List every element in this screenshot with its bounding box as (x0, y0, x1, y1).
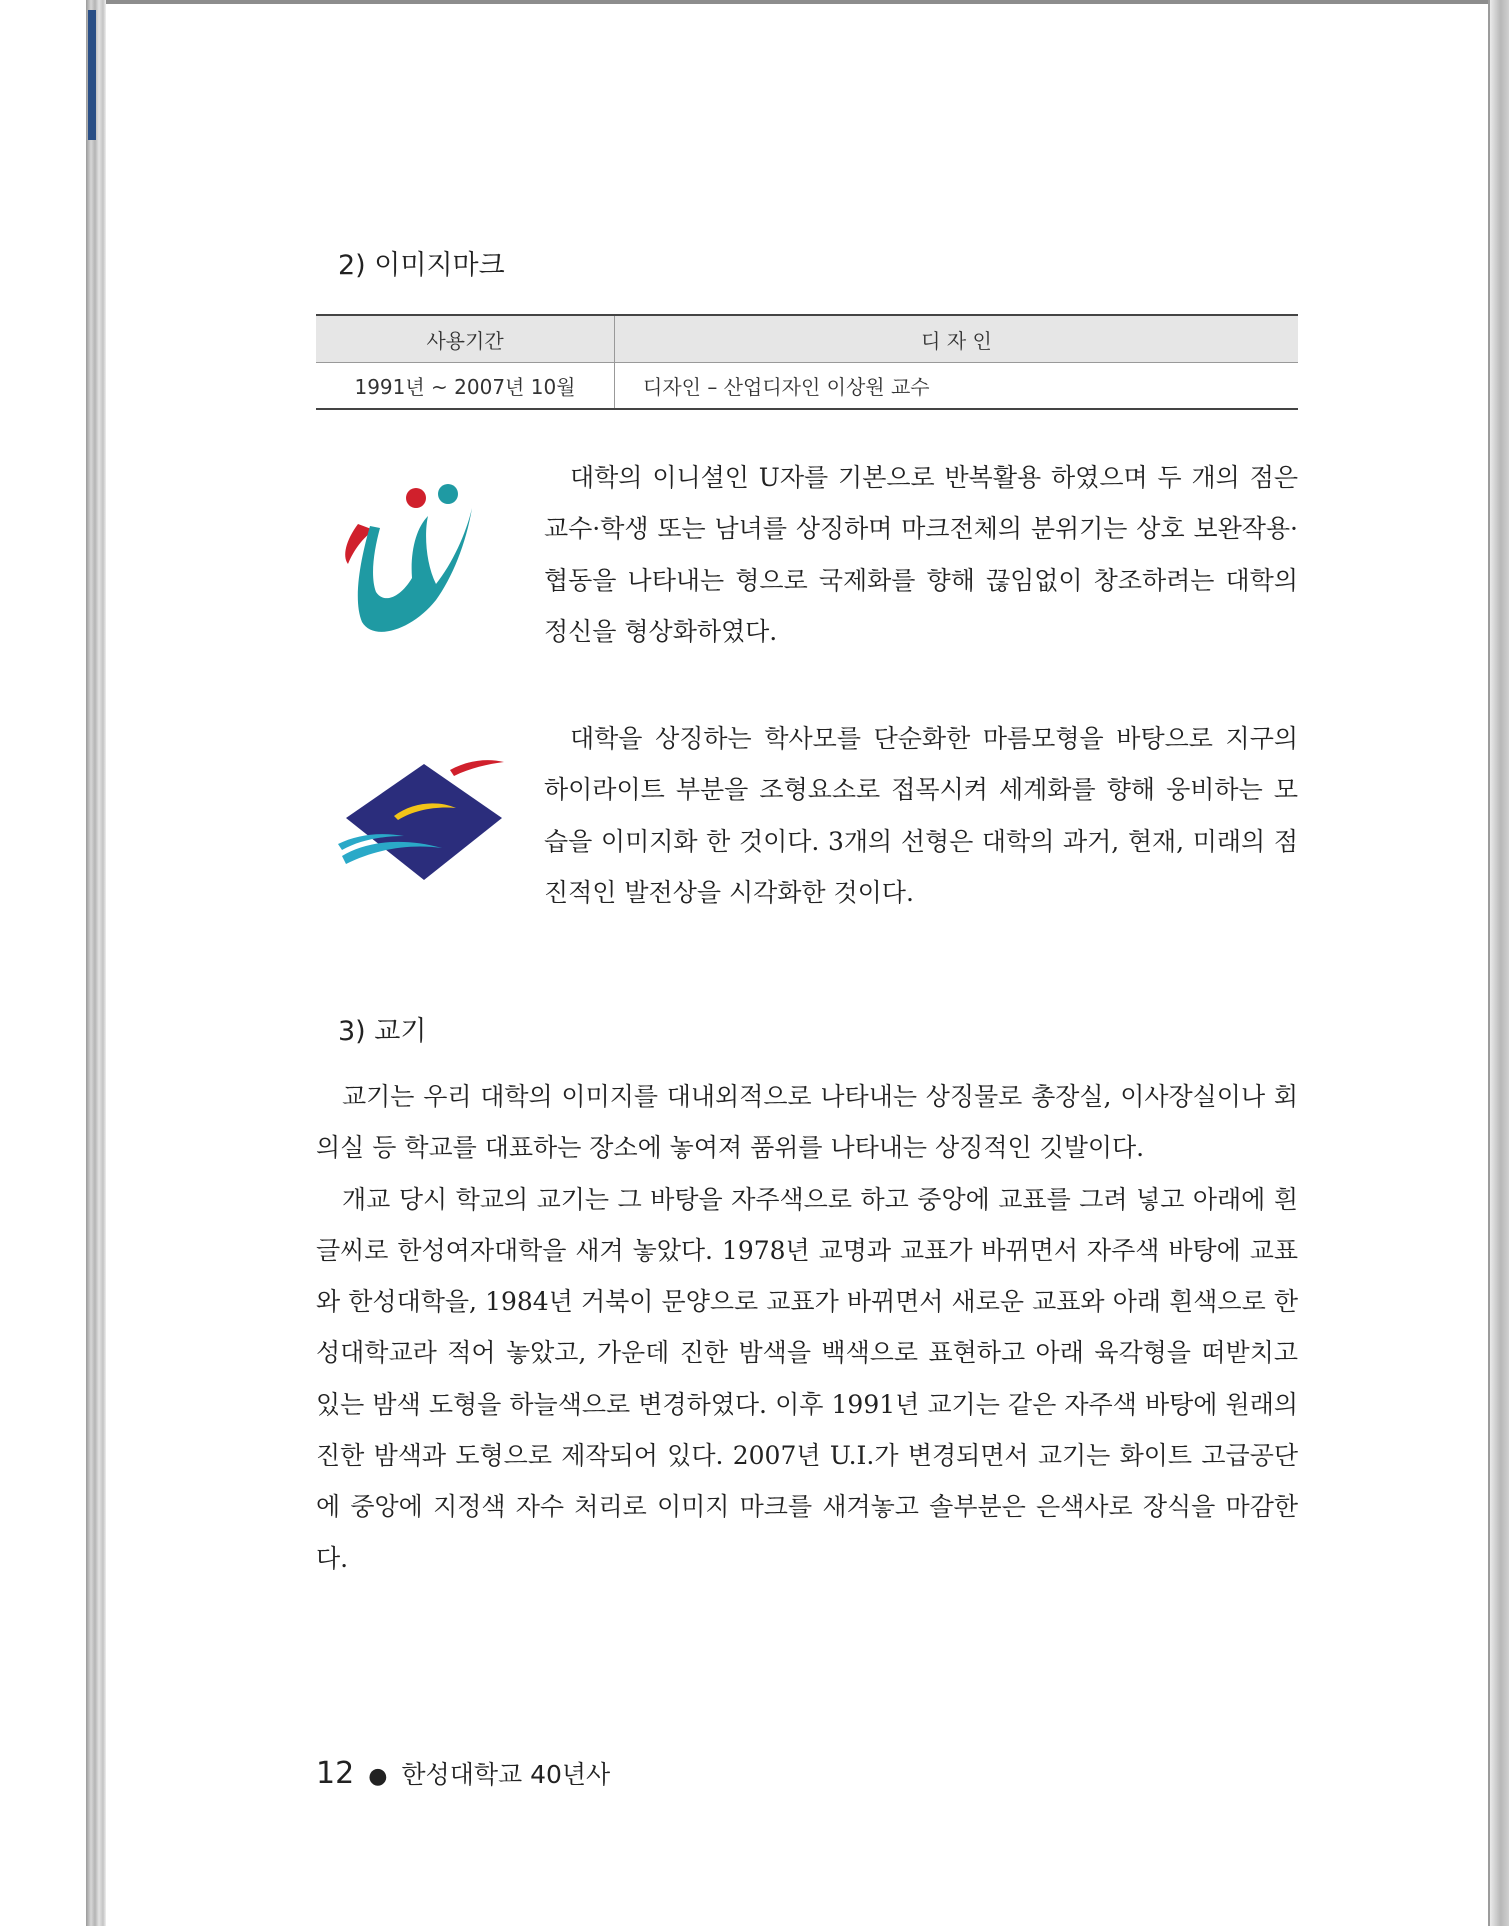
diamond-image-mark-logo (338, 752, 510, 882)
page-footer (316, 1755, 610, 1791)
school-flag-body (316, 1071, 1298, 1584)
page-right-shadow (1488, 0, 1509, 1926)
logo-teal-u-shape (358, 508, 472, 632)
table-header-row (316, 315, 1298, 363)
logo-red-dot (406, 488, 426, 508)
book-title: 한성대학교 40년사 (401, 1760, 611, 1789)
book-spine-accent (88, 10, 96, 140)
logo-navy-diamond (346, 764, 502, 880)
flag-paragraph-1: 교기는 우리 대학의 이미지를 대내외적으로 나타내는 상징물로 총장실, 이사장실이나 회의실 등 학교를 대표하는 장소에 놓여져 품위를 나타내는 상징적인 깃발이다. (316, 1082, 1298, 1163)
u-mark-description: 대학의 이니셜인 U자를 기본으로 반복활용 하였으며 두 개의 점은 교수·학생 또는 남녀를 상징하며 마크전체의 분위기는 상호 보완작용·협동을 나타내는 형으로 국제화를 향해 끊임없이 창조하려는 대학의 정신을 형상화하였다. (544, 463, 1298, 646)
page-number: 12 (316, 1756, 355, 1791)
table-header-period: 사용기간 (316, 315, 615, 363)
section-title-school-flag: 3) 교기 (338, 1016, 427, 1047)
table-cell-period: 1991년 ~ 2007년 10월 (316, 363, 615, 410)
book-spine-edge (86, 0, 106, 1926)
logo-teal-dot (438, 484, 458, 504)
page-right-border (1488, 0, 1490, 1926)
table-header-design: 디 자 인 (615, 315, 1299, 363)
footer-bullet-icon: ● (368, 1764, 388, 1789)
image-mark-table (316, 314, 1298, 410)
flag-paragraph-2: 개교 당시 학교의 교기는 그 바탕을 자주색으로 하고 중앙에 교표를 그려 넣고 아래에 흰 글씨로 한성여자대학을 새겨 놓았다. 1978년 교명과 교표가 바뀌면서 자주색 바탕에 교표와 한성대학을, 1984년 거북이 문양으로 교표가 바뀌면서 새로운 교표와 아래 흰색으로 한성대학교라 적어 놓았고, 가운데 진한 밤색을 백색으로 표현하고 아래 육각형을 떠받치고 있는 밤색 도형을 하늘색으로 변경하였다. 이후 1991년 교기는 같은 자주색 바탕에 원래의 진한 밤색과 도형으로 제작되어 있다. 2007년 U.I.가 변경되면서 교기는 화이트 고급공단에 중앙에 지정색 자수 처리로 이미지 마크를 새겨놓고 솔부분은 은색사로 장식을 마감한다. (316, 1184, 1298, 1573)
diamond-mark-description: 대학을 상징하는 학사모를 단순화한 마름모형을 바탕으로 지구의 하이라이트 부분을 조형요소로 접목시켜 세계화를 향해 웅비하는 모습을 이미지화 한 것이다. 3개의 선형은 대학의 과거, 현재, 미래의 점진적인 발전상을 시각화한 것이다. (544, 724, 1298, 907)
section-title-image-mark: 2) 이미지마크 (338, 250, 505, 281)
u-image-mark-logo (340, 480, 492, 640)
table-cell-design: 디자인 – 산업디자인 이상원 교수 (615, 363, 1299, 410)
page-top-border (88, 0, 1509, 4)
logo-red-arc (450, 760, 504, 776)
table-row (316, 363, 1298, 410)
